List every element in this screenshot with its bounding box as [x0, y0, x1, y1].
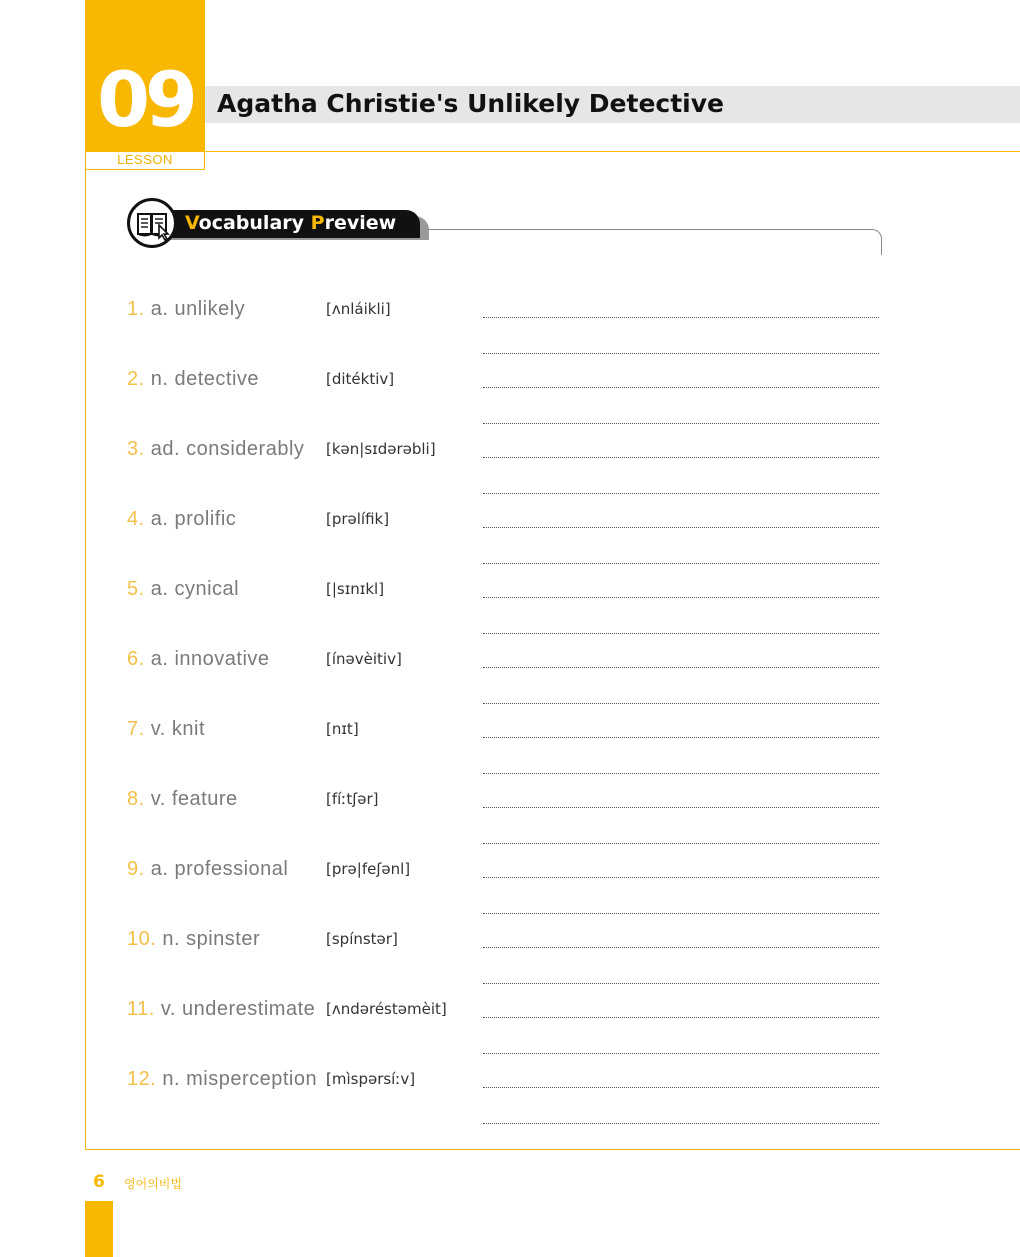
answer-line[interactable]	[483, 843, 879, 844]
book-name: 영어의비법	[124, 1177, 182, 1191]
vocab-row	[0, 998, 1020, 1068]
answer-line[interactable]	[483, 633, 879, 634]
answer-line[interactable]	[483, 563, 879, 564]
book-icon	[135, 207, 171, 241]
answer-line[interactable]	[483, 353, 879, 354]
vocab-term	[127, 1068, 317, 1091]
answer-line[interactable]	[483, 493, 879, 494]
answer-line[interactable]	[483, 387, 879, 388]
vocab-word: n. misperception	[156, 1068, 318, 1090]
vocab-term	[127, 298, 245, 321]
vocab-row	[0, 788, 1020, 858]
vocab-row	[0, 578, 1020, 648]
vocab-term	[127, 928, 260, 951]
vocab-word: v. knit	[144, 718, 205, 740]
vocab-number: 8.	[127, 788, 145, 810]
vocab-pronunciation: [fíːtʃər]	[326, 790, 379, 808]
answer-line[interactable]	[483, 597, 879, 598]
answer-line[interactable]	[483, 1053, 879, 1054]
vocab-term	[127, 438, 304, 461]
vocab-pronunciation: [ditéktiv]	[326, 370, 395, 388]
vocab-number: 12.	[127, 1068, 157, 1090]
vocab-row	[0, 718, 1020, 788]
answer-line[interactable]	[483, 807, 879, 808]
lesson-number: 09	[97, 55, 193, 144]
vocab-row	[0, 298, 1020, 368]
answer-line[interactable]	[483, 737, 879, 738]
page-edge-tab	[85, 1201, 113, 1257]
vocab-row	[0, 1068, 1020, 1138]
lesson-label: LESSON	[117, 152, 173, 167]
section-title: Vocabulary Preview	[185, 212, 397, 234]
vocab-term	[127, 718, 205, 741]
vocab-word: n. detective	[144, 368, 260, 390]
vocab-word: a. unlikely	[144, 298, 246, 320]
answer-line[interactable]	[483, 1123, 879, 1124]
vocab-number: 7.	[127, 718, 145, 740]
vocab-term	[127, 368, 259, 391]
vocab-word: a. prolific	[144, 508, 237, 530]
vocab-term	[127, 998, 315, 1021]
answer-line[interactable]	[483, 913, 879, 914]
vocab-pronunciation: [ʌndəréstəmèit]	[326, 1000, 447, 1018]
vocab-word: a. cynical	[144, 578, 240, 600]
lesson-label-box	[85, 152, 205, 170]
vocab-row	[0, 508, 1020, 578]
vocab-number: 5.	[127, 578, 145, 600]
vocab-number: 6.	[127, 648, 145, 670]
vocab-number: 11.	[127, 998, 155, 1020]
vocab-row	[0, 368, 1020, 438]
vocab-row	[0, 648, 1020, 718]
frame-bottom-border	[85, 1149, 1020, 1150]
vocab-term	[127, 578, 239, 601]
answer-line[interactable]	[483, 983, 879, 984]
vocab-pronunciation: [nɪt]	[326, 720, 359, 738]
header-rule-corner	[862, 229, 882, 255]
header-rule	[420, 229, 872, 230]
vocab-pronunciation: [ínəvèitiv]	[326, 650, 402, 668]
page-number: 6	[93, 1172, 105, 1192]
vocab-pronunciation: [ʌnláikli]	[326, 300, 391, 318]
page-title: Agatha Christie's Unlikely Detective	[217, 89, 724, 118]
title-underline	[205, 151, 1020, 152]
vocab-row	[0, 438, 1020, 508]
answer-line[interactable]	[483, 1017, 879, 1018]
vocab-term	[127, 508, 236, 531]
vocabulary-preview-header	[125, 196, 885, 256]
vocab-pronunciation: [spínstər]	[326, 930, 398, 948]
vocab-number: 2.	[127, 368, 145, 390]
vocab-number: 1.	[127, 298, 145, 320]
vocab-number: 10.	[127, 928, 157, 950]
vocab-word: v. feature	[144, 788, 238, 810]
vocab-pronunciation: [prə|feʃənl]	[326, 860, 411, 878]
answer-line[interactable]	[483, 773, 879, 774]
vocab-number: 3.	[127, 438, 145, 460]
answer-line[interactable]	[483, 667, 879, 668]
vocab-term	[127, 788, 238, 811]
vocab-number: 4.	[127, 508, 145, 530]
vocab-word: a. professional	[144, 858, 289, 880]
lesson-badge	[85, 0, 205, 152]
vocab-number: 9.	[127, 858, 145, 880]
answer-line[interactable]	[483, 703, 879, 704]
answer-line[interactable]	[483, 1087, 879, 1088]
answer-line[interactable]	[483, 877, 879, 878]
vocab-term	[127, 858, 288, 881]
vocab-pronunciation: [mìspərsíːv]	[326, 1070, 416, 1088]
answer-line[interactable]	[483, 527, 879, 528]
vocab-row	[0, 928, 1020, 998]
answer-line[interactable]	[483, 947, 879, 948]
vocab-word: n. spinster	[156, 928, 261, 950]
answer-line[interactable]	[483, 423, 879, 424]
vocab-word: v. underestimate	[154, 998, 316, 1020]
answer-line[interactable]	[483, 457, 879, 458]
vocab-row	[0, 858, 1020, 928]
vocab-pronunciation: [prəlífik]	[326, 510, 390, 528]
vocab-word: ad. considerably	[144, 438, 305, 460]
vocab-pronunciation: [kən|sɪdərəbli]	[326, 440, 436, 458]
answer-line[interactable]	[483, 317, 879, 318]
vocab-pronunciation: [|sɪnɪkl]	[326, 580, 385, 598]
title-bar	[205, 86, 1020, 123]
vocab-term	[127, 648, 270, 671]
vocab-word: a. innovative	[144, 648, 270, 670]
book-icon-circle	[127, 198, 177, 248]
